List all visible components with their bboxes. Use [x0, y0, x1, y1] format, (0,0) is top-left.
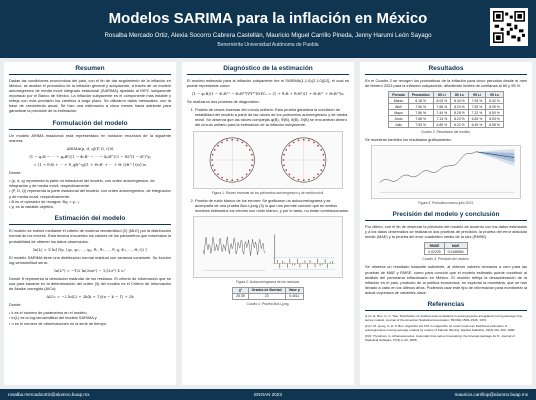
table-row: 25.39 23 0.4011	[233, 293, 304, 299]
root-point	[285, 169, 287, 171]
root-point	[323, 159, 325, 161]
root-point	[237, 139, 239, 141]
poster-body	[0, 58, 536, 389]
unit-circle-right	[279, 134, 329, 184]
section-title-resultados: Resultados	[365, 62, 527, 75]
root-point	[289, 173, 291, 175]
section-title-formulacion: Formulación del modelo	[9, 117, 171, 130]
root-point	[320, 149, 322, 151]
root-point	[226, 139, 228, 141]
estimacion-text-1: El modelo se estimó mediante el criterio de máxima verosimilitud (2) (MLE) por la distribución normal de los errores. Esta técnica encuentra los valores de los parámetros que maximizan la probabilidad de obtener los datos observados.	[9, 228, 171, 244]
equation-sarima-fitted: (1 − φ₁B)(1 − Φ₁B¹² − Φ₂B²⁴)∇∇¹²INPCₜ = (1 + θ₁B + θ₂B²)(1 + Θ₁B¹² + Θ₂B²⁴)εₜ	[191, 91, 345, 97]
root-point	[249, 169, 251, 171]
table-3-caption: Cuadro 3: Precisión del modelo.	[422, 257, 470, 262]
list-item: • (P, D, Q) representa la parte estacional del modelo, con orden autorregresivo, de integración y de media móvil, respectivamente.	[9, 188, 171, 199]
table-header: 95 Ls	[486, 92, 504, 98]
root-point	[251, 153, 253, 155]
box-ljung-table	[232, 287, 304, 300]
list-item: • ln(L) es la log-verosimilitud del modelo SARIMA y	[9, 315, 171, 320]
equation-arima-lhs: (1 − φ₁B − ··· − φₚBᵖ)(1 − Φ₁Bˢ − ··· − ΦₚBᴾˢ)(1 − B)ᵈ(1 − Bˢ)ᴰyₜ	[29, 153, 151, 159]
formulacion-bullets	[9, 178, 171, 210]
list-item: 2. Prueba de ruido blanco de los errores: Se graficaron un autocorrelograma y se acompaña de una prueba Box-Ljung (3) lo que nos permite concluir que en ambos modelos estimados los errores son ruido blanco, y por lo tanto, no están correlacionados.	[195, 198, 349, 213]
root-point	[317, 173, 319, 175]
root-point	[212, 153, 214, 155]
list-item: [3] R. Hyndman, G. Athanasopoulos. Automatic time series forecasting: the forecast package for R. Journal of Statistical Software, 27(3):1–22, 2008.	[365, 334, 515, 343]
table-row: Marzo 8.18 % 8.03 % 8.34 % 7.94 % 8.42 %	[389, 98, 504, 104]
table-header: Período	[389, 92, 409, 98]
diagnostico-text-1: El modelo estimado para la inflación subyacente fue el SARIMA(1,1,0)(2,1,0)[12], el cual se puede representar como:	[187, 78, 349, 89]
root-point	[249, 149, 251, 151]
column-right	[360, 62, 532, 385]
diagnostico-list	[195, 107, 349, 127]
root-point	[303, 138, 305, 140]
list-item: • k es el número de parámetros en el modelo,	[9, 310, 171, 315]
root-point	[242, 176, 244, 178]
unit-circle-roots-figure	[193, 131, 343, 189]
table-header: MAE	[444, 243, 467, 249]
root-point	[231, 179, 233, 181]
section-title-resumen: Resumen	[9, 62, 171, 75]
precision-table	[424, 242, 467, 255]
poster-footer	[0, 389, 536, 400]
list-item: [1] G. E. Box, G. C. Tiao. Distribution of residual autocorrelations in autoregressive-integrated moving average time series models. Journal of the American Statistical Association, 65(332):1509–1526, 1970.	[365, 313, 523, 322]
root-point	[237, 178, 239, 180]
table-header: 80 Li	[433, 92, 451, 98]
equation-normal-loglik: ln(L*) = −T/2 ln(2πσ²) − 1/(2σ²) Σ εₜ²	[54, 267, 126, 273]
root-point	[252, 159, 254, 161]
root-point	[246, 144, 248, 146]
forecast-table	[388, 91, 504, 128]
unit-circle-left	[207, 134, 257, 184]
table-header: 95 Li	[468, 92, 486, 98]
root-point	[217, 144, 219, 146]
equation-arima-rhs: = (1 + θ₁B + ··· + θ_qB^q)(1 + Θ₁Bˢ + ··· + Θ_QB^{Qs})εₜ	[33, 161, 147, 167]
root-point	[313, 176, 315, 178]
figure-1-caption: Figura 1: Raíces inversas de los polinomios autorregresivo y de media móvil.	[211, 190, 325, 195]
estimacion-bullets	[9, 310, 171, 326]
table-row: Julio 7.53 % 6.85 % 8.22 % 6.49 % 8.58 %	[389, 122, 504, 128]
root-point	[226, 178, 228, 180]
diagnostico-list-2	[195, 198, 349, 213]
equation-aicc: AICc = −2 ln(L) + 2k(k + 1)/(n − k − 1) + 2k	[46, 294, 134, 299]
root-point	[246, 173, 248, 175]
root-point	[211, 159, 213, 161]
root-point	[283, 153, 285, 155]
table-row: 0.02225 0.0168964	[425, 249, 467, 255]
resumen-text: Dadas las condiciones económicas del país, con el fin de dar seguimiento de la inflación en México, se analizó el pronóstico de la inflación general y subyacente, a través de un modelo autorregresivo de media móvil integrado estacional (SARIMA) ajustado al INPC subyacente reportado por el Banco de México. La inflación subyacente es el componente más estable y refleja con más precisión los cambios a largo plazo. Se utilizaron datos mensuales, con la base de crecimiento anual. Se hizo una estimación a cinco meses hacia adelante para garantizar la precisión de la estimación.	[9, 78, 171, 114]
root-point	[313, 141, 315, 143]
root-point	[221, 141, 223, 143]
poster-title: Modelos SARIMA para la inflación en México	[108, 10, 428, 27]
table-1-caption: Cuadro 1: Prueba Box-Ljung.	[246, 301, 290, 306]
table-2-caption: Cuadro 2: Resultados del modelo.	[421, 130, 471, 135]
list-item: [2] G. M. Ljung, G. E. P. Box. Algorithm AS 154: An algorithm for exact maximum likelihood estimation of autoregressive-moving average models by means of Kalman filtering. Applied Statistics, 29(3):311–320, 1980.	[365, 323, 516, 332]
references-list	[365, 314, 527, 342]
equation-log-likelihood: ln(L) = Σ ln[ f(yₜ | φ₁, φ₂, ..., φₚ, θ₁, θ₂, ..., θ_q, Φ₁, ..., Θ_Q) ]	[33, 246, 147, 252]
diagnostico-text-2: Se realizaron dos pruebas de diagnóstico:	[187, 99, 260, 105]
list-item: • n es el número de observaciones en la serie de tiempo.	[9, 321, 171, 326]
list-item: • yₜ es la variable objetivo.	[9, 204, 171, 209]
figure-2-caption: Figura 2: Autocorrelograma de los residuos.	[236, 279, 300, 284]
qr-code-icon[interactable]	[490, 8, 528, 46]
root-point	[251, 164, 253, 166]
root-point	[320, 169, 322, 171]
footer-email-right[interactable]: mauricio.carrillop@alumno.buap.mx	[454, 392, 528, 397]
table-header: Grados de libertad	[248, 287, 285, 293]
table-header: χ²	[233, 287, 249, 293]
donde-label-2: Donde:	[9, 302, 22, 307]
root-point	[308, 178, 310, 180]
root-point	[214, 149, 216, 151]
list-item: • B es el operador de rezagos: Byₜ = yₜ₋₁.	[9, 199, 171, 204]
table-header: 80 Ls	[451, 92, 469, 98]
root-point	[293, 141, 295, 143]
section-title-referencias: Referencias	[365, 298, 527, 311]
residual-acf-figure	[193, 216, 343, 278]
root-point	[298, 139, 300, 141]
equation-arima-order: ARIMA(p, d, q)(P, D, Q)S	[66, 145, 114, 151]
root-point	[285, 149, 287, 151]
list-item: 1. Prueba de raíces inversas del círculo unitario: Esta prueba garantiza la condición de estabilidad del modelo a partir de las raíces de los polinomios autorregresivo y de media móvil. Se observa que las raíces complejas φ(B), Φ(B), θ(B), Θ(B) se encuentran dentro del círculo unitario para la estimación de la inflación subyacente.	[195, 107, 349, 127]
root-point	[242, 141, 244, 143]
estimacion-text-2: El modelo SARIMA tiene una distribución normal residual con varianza constante. Su función log-verosimilitud sería:	[9, 254, 171, 265]
root-point	[283, 159, 285, 161]
root-point	[217, 173, 219, 175]
donde-label: Donde:	[9, 169, 22, 175]
root-point	[231, 138, 233, 140]
table-header: Valor p	[285, 287, 303, 293]
footer-event: ENOAN 2023	[254, 392, 282, 397]
column-left	[4, 62, 176, 385]
figure-3-caption: Figura 3: Pronóstico marzo-julio 2023.	[418, 201, 474, 206]
root-point	[317, 144, 319, 146]
root-point	[293, 176, 295, 178]
poster-authors: Rosalba Mercado Ortiz, Alexia Socorro Cabrera Castellán, Mauricio Miguel Carrillo Pineda, Jenny Harumi León Sayago	[104, 32, 432, 39]
section-title-precision: Precisión del modelo y conclusión	[365, 208, 527, 221]
formulacion-intro: Un modelo ARIMA estacional está representado en notación recursiva de la siguiente manera:	[9, 132, 171, 143]
resultados-text-1: En el Cuadro 2 se recogen los pronósticos de la inflación para cinco períodos desde el mes de febrero 2023 para la inflación subyacente, añadiendo límites de confianza al 80 y 95 %.	[365, 78, 527, 89]
forecast-figure	[371, 145, 521, 199]
section-title-estimacion: Estimación del modelo	[9, 212, 171, 225]
root-point	[298, 178, 300, 180]
table-header: Pronóstico	[408, 92, 433, 98]
poster-institution: Benemérita Universidad Autónoma de Puebla	[217, 42, 319, 48]
poster-header	[0, 0, 536, 58]
root-point	[322, 164, 324, 166]
root-point	[283, 164, 285, 166]
footer-email-left[interactable]: rosalba.mercadoortiz@alumno.buap.mx	[8, 392, 90, 397]
table-row: Junio 7.68 % 7.13 % 8.23 % 6.83 % 8.53 %	[389, 116, 504, 122]
precision-text-2: Se observa un resultado bastante suficiente, al obtener valores cercanos a cero para las pruebas de MAE y RMSE, como para concluir que el modelo estimado puede contribuir al análisis del panorama inflacionario en México. El modelo refleja la desaceleración de la inflación en el país, producto de la política económica, en especial la monetaria, que se han llevado a cabo en los últimos años. Podemos usar este tipo de información para monitorear la actual coyuntura de variables clave.	[365, 264, 527, 295]
root-point	[289, 144, 291, 146]
root-point	[303, 179, 305, 181]
table-row: Mayo 7.86 % 7.44 % 8.28 % 7.22 % 8.50 %	[389, 110, 504, 116]
resultados-text-2: Se muestran también los resultados gráficamente:	[365, 137, 452, 143]
table-header: RMSE	[425, 243, 444, 249]
column-middle	[182, 62, 354, 385]
root-point	[212, 164, 214, 166]
table-row: Abril 7.96 % 7.68 % 8.24 % 7.53 % 8.39 %	[389, 104, 504, 110]
estimacion-text-3: Donde θ representa la desviación estándar de los residuos. El criterio de información que se usa para basarse en la determinación del orden (3) del modelo es el Criterio de Información de Akaike corregido (AICc):	[9, 275, 171, 291]
root-point	[214, 169, 216, 171]
root-point	[322, 153, 324, 155]
root-point	[308, 139, 310, 141]
section-title-diagnostico: Diagnóstico de la estimación	[187, 62, 349, 75]
root-point	[221, 176, 223, 178]
list-item: • (p, d, q) representa la parte no estacional del modelo, con orden autorregresivo, de integración y de media móvil, respectivamente.	[9, 178, 171, 189]
precision-text-1: Por último, con el fin de observar la precisión del modelo de acuerdo con los datos estimados y a los datos observados se realizaron dos pruebas de precisión, la prueba del error absoluto medio (MAE) y la prueba del error cuadrático medio de la raíz (RMSE).	[365, 224, 527, 240]
